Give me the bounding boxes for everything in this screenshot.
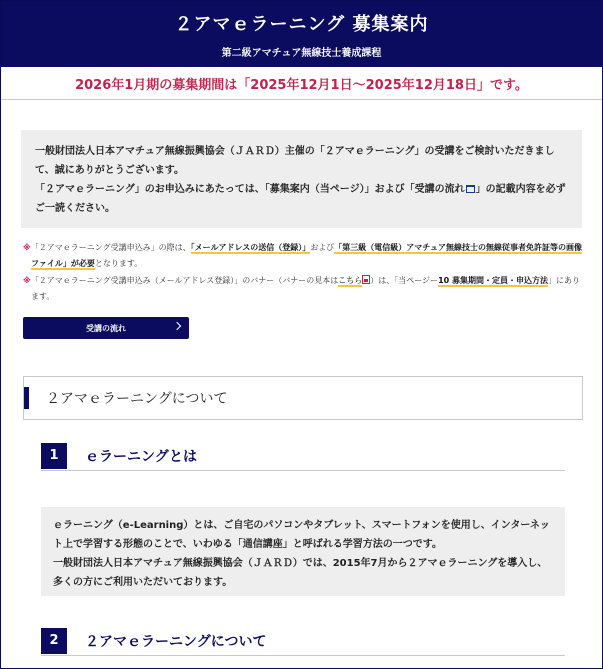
subsection-heading-2: [41, 626, 565, 656]
page-title: ２アマｅラーニング 募集案内: [174, 14, 429, 35]
banner-sample-link[interactable]: こちら: [338, 276, 363, 285]
course-flow-label: 受講の流れ: [86, 323, 126, 333]
intro-notice: [21, 130, 582, 228]
description-line-1: ｅラーニング（e-Learning）とは、ご自宅のパソコンやタブレット、スマートフォンを使用し、インターネット上で学習する形態のことで、いわゆる「通信講座」と呼ばれる学習方法の一つです。: [53, 520, 550, 550]
section-title: ２アマｅラーニングについて: [46, 391, 228, 407]
subsection-title: ｅラーニングとは: [85, 448, 197, 465]
external-window-icon[interactable]: [466, 185, 475, 193]
notice-line-1: 一般財団法人日本アマチュア無線振興協会（ＪＡＲＤ）主催の「２アマｅラーニング」の受講をご検討いただきまして、誠にありがとうございます。: [35, 146, 555, 176]
chevron-right-icon: [173, 322, 181, 330]
elearning-description: [41, 507, 565, 596]
page-header: [1, 1, 602, 67]
description-line-2: 一般財団法人日本アマチュア無線振興協会（ＪＡＲＤ）では、2015年7月から２アマｅラーニングを導入し、多くの方にご利用いただいております。: [53, 558, 548, 588]
application-section-link[interactable]: 10 募集期間・定員・申込方法: [438, 276, 548, 285]
course-flow-button[interactable]: [23, 317, 189, 339]
section-heading: [23, 376, 583, 420]
recruitment-period: 2026年1月期の募集期間は「2025年12月1日～2025年12月18日」です。: [1, 67, 602, 100]
highlight-email: 「メールアドレスの送信（登録）」: [190, 243, 311, 252]
page-subtitle: 第二級アマチュア無線技士養成課程: [221, 48, 382, 59]
subsection-heading-1: [41, 441, 565, 471]
pdf-icon[interactable]: [362, 275, 370, 284]
notice-line-2: 「２アマｅラーニング」のお申込みにあたっては、「募集案内（当ページ）」および「受講の流れ 」の記載内容を必ずご一読ください。: [35, 184, 566, 214]
note-item: ※「２アマｅラーニング受講申込み」の際は、「メールアドレスの送信（登録）」および「第三級（電信級）アマチュア無線技士の無線従事者免許証等の画像ファイル」が必要となります。: [23, 243, 582, 268]
subsection-number: 1: [41, 443, 67, 469]
asterisk-mark: ※: [23, 243, 31, 252]
note-item: ※「２アマｅラーニング受講申込み（メールアドレス登録）」のバナー（バナーの見本はこちら ）は、「当ページー10 募集期間・定員・申込方法」にあります。: [23, 276, 580, 301]
subsection-title: ２アマｅラーニングについて: [85, 633, 267, 650]
subsection-number: 2: [41, 628, 67, 654]
notes-list: [23, 240, 582, 305]
section-accent-bar: [24, 387, 29, 409]
asterisk-mark: ※: [23, 276, 31, 285]
highlight-license-image: 「第三級（電信級）アマチュア無線技士の無線従事者免許証等の画像ファイル」が必要: [31, 243, 582, 268]
